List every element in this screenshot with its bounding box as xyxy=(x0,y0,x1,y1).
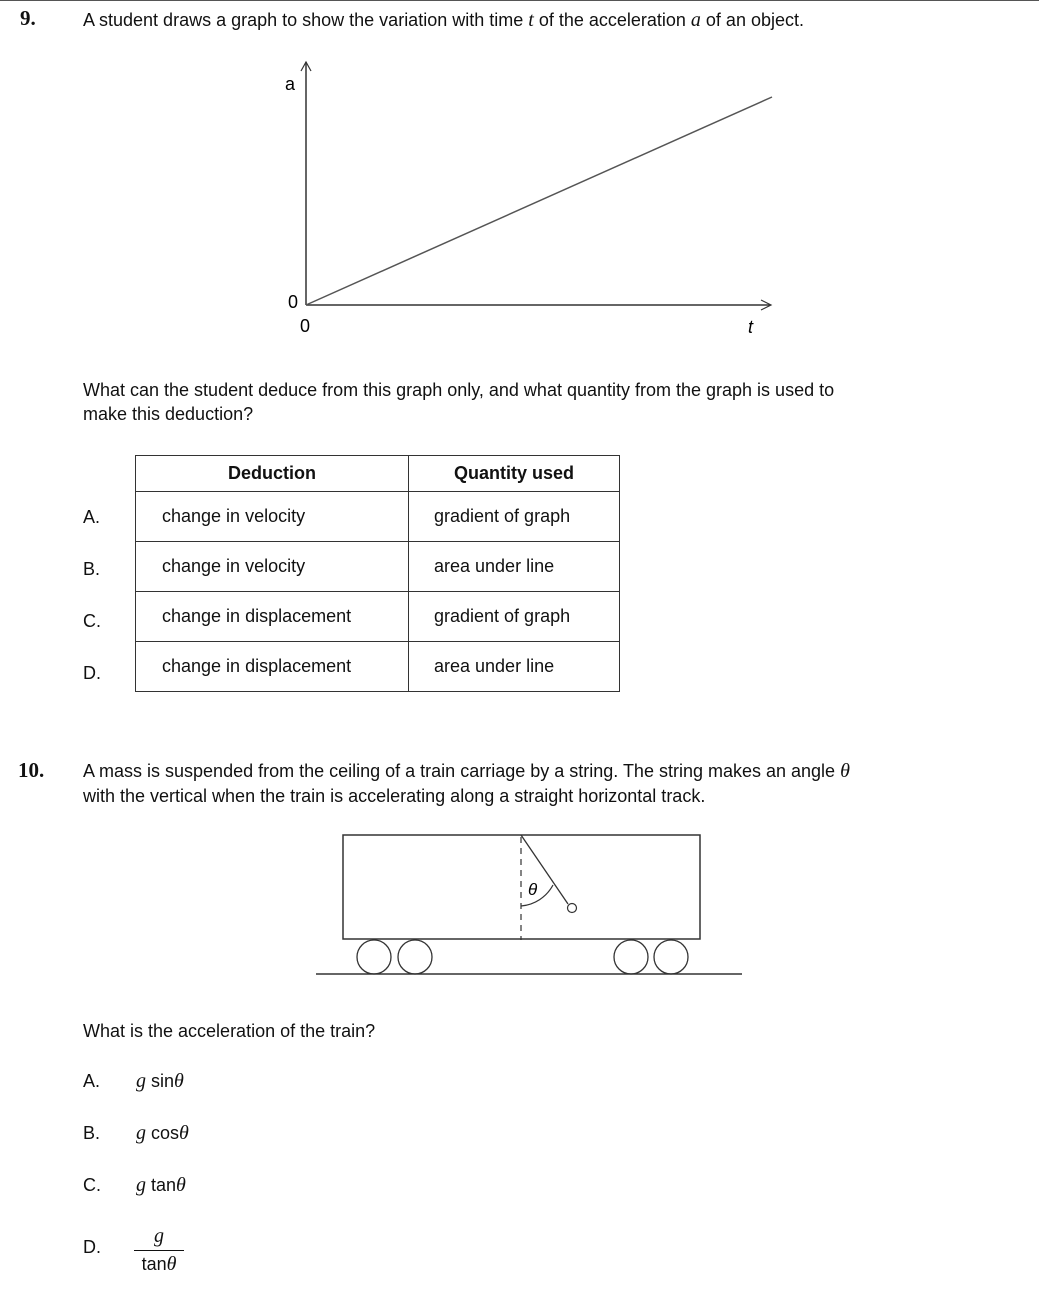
question-9-number: 9. xyxy=(20,6,36,30)
option-b-expression xyxy=(136,1122,189,1145)
option-a-letter: A. xyxy=(83,507,101,527)
table-header-quantity: Quantity used xyxy=(409,456,620,492)
q9-stem-part3: of an object. xyxy=(700,10,804,30)
theta-symbol: θ xyxy=(174,1070,184,1092)
q9-stem-t: t xyxy=(528,9,534,31)
table-cell-deduction: change in velocity xyxy=(136,542,409,592)
fraction-denominator xyxy=(134,1253,184,1276)
table-cell-quantity: area under line xyxy=(409,542,620,592)
option-d-fraction xyxy=(134,1225,184,1276)
table-cell-deduction: change in velocity xyxy=(136,492,409,542)
angle-label: θ xyxy=(528,880,538,899)
wheel xyxy=(654,940,688,974)
trig-function: sin xyxy=(151,1071,175,1091)
y-axis-label: a xyxy=(285,74,296,94)
trig-function: tan xyxy=(141,1254,167,1274)
option-d-letter: D. xyxy=(83,663,101,683)
question-10-number: 10. xyxy=(18,758,45,782)
wheel xyxy=(357,940,391,974)
x-axis-label: t xyxy=(748,317,754,337)
q10-stem-text: A mass is suspended from the ceiling of a train carriage by a string. The string makes an angle xyxy=(83,761,841,781)
mass-bob xyxy=(568,904,577,913)
table-cell-quantity: area under line xyxy=(409,642,620,692)
trig-function: cos xyxy=(151,1123,180,1143)
table-header-deduction: Deduction xyxy=(136,456,409,492)
g-symbol: g xyxy=(136,1174,146,1196)
question-9-prompt-line1: What can the student deduce from this graph only, and what quantity from the graph is used to xyxy=(83,380,835,400)
table-cell-deduction: change in displacement xyxy=(136,642,409,692)
q9-stem-part2: of the acceleration xyxy=(533,10,691,30)
table-row xyxy=(136,492,620,542)
question-10-prompt: What is the acceleration of the train? xyxy=(83,1021,376,1041)
table-cell-quantity: gradient of graph xyxy=(409,492,620,542)
question-10-stem-line1 xyxy=(83,759,850,783)
answer-table xyxy=(135,455,620,692)
table-row xyxy=(136,592,620,642)
acceleration-time-graph xyxy=(0,0,1039,360)
wheel xyxy=(614,940,648,974)
option-a-expression xyxy=(136,1070,184,1093)
option-c-expression xyxy=(136,1174,186,1197)
option-a-letter: A. xyxy=(83,1071,101,1091)
g-symbol: g xyxy=(136,1122,146,1144)
option-b-letter: B. xyxy=(83,559,101,579)
option-b-letter: B. xyxy=(83,1123,101,1143)
option-c-letter: C. xyxy=(83,1175,101,1195)
theta-symbol: θ xyxy=(179,1122,189,1144)
train-carriage-diagram xyxy=(0,820,1039,990)
fraction-numerator: g xyxy=(154,1225,164,1247)
table-row xyxy=(136,542,620,592)
table-row xyxy=(136,642,620,692)
option-d-letter: D. xyxy=(83,1237,101,1257)
graph-line xyxy=(306,97,772,305)
option-c-letter: C. xyxy=(83,611,101,631)
table-cell-quantity: gradient of graph xyxy=(409,592,620,642)
question-9-prompt-line2: make this deduction? xyxy=(83,404,254,424)
q9-stem-a: a xyxy=(690,9,701,31)
table-header-row xyxy=(136,456,620,492)
wheel xyxy=(398,940,432,974)
g-symbol: g xyxy=(136,1070,146,1092)
question-10-stem-line2: with the vertical when the train is accelerating along a straight horizontal track. xyxy=(83,786,706,806)
table-cell-deduction: change in displacement xyxy=(136,592,409,642)
trig-function: tan xyxy=(151,1175,177,1195)
theta-symbol: θ xyxy=(176,1174,186,1196)
origin-y-label: 0 xyxy=(288,292,299,312)
fraction-bar xyxy=(134,1250,184,1251)
theta-symbol: θ xyxy=(166,1253,177,1275)
origin-x-label: 0 xyxy=(300,316,311,336)
q9-stem-part1: A student draws a graph to show the variation with time xyxy=(83,10,529,30)
q10-stem-theta: θ xyxy=(840,760,850,782)
